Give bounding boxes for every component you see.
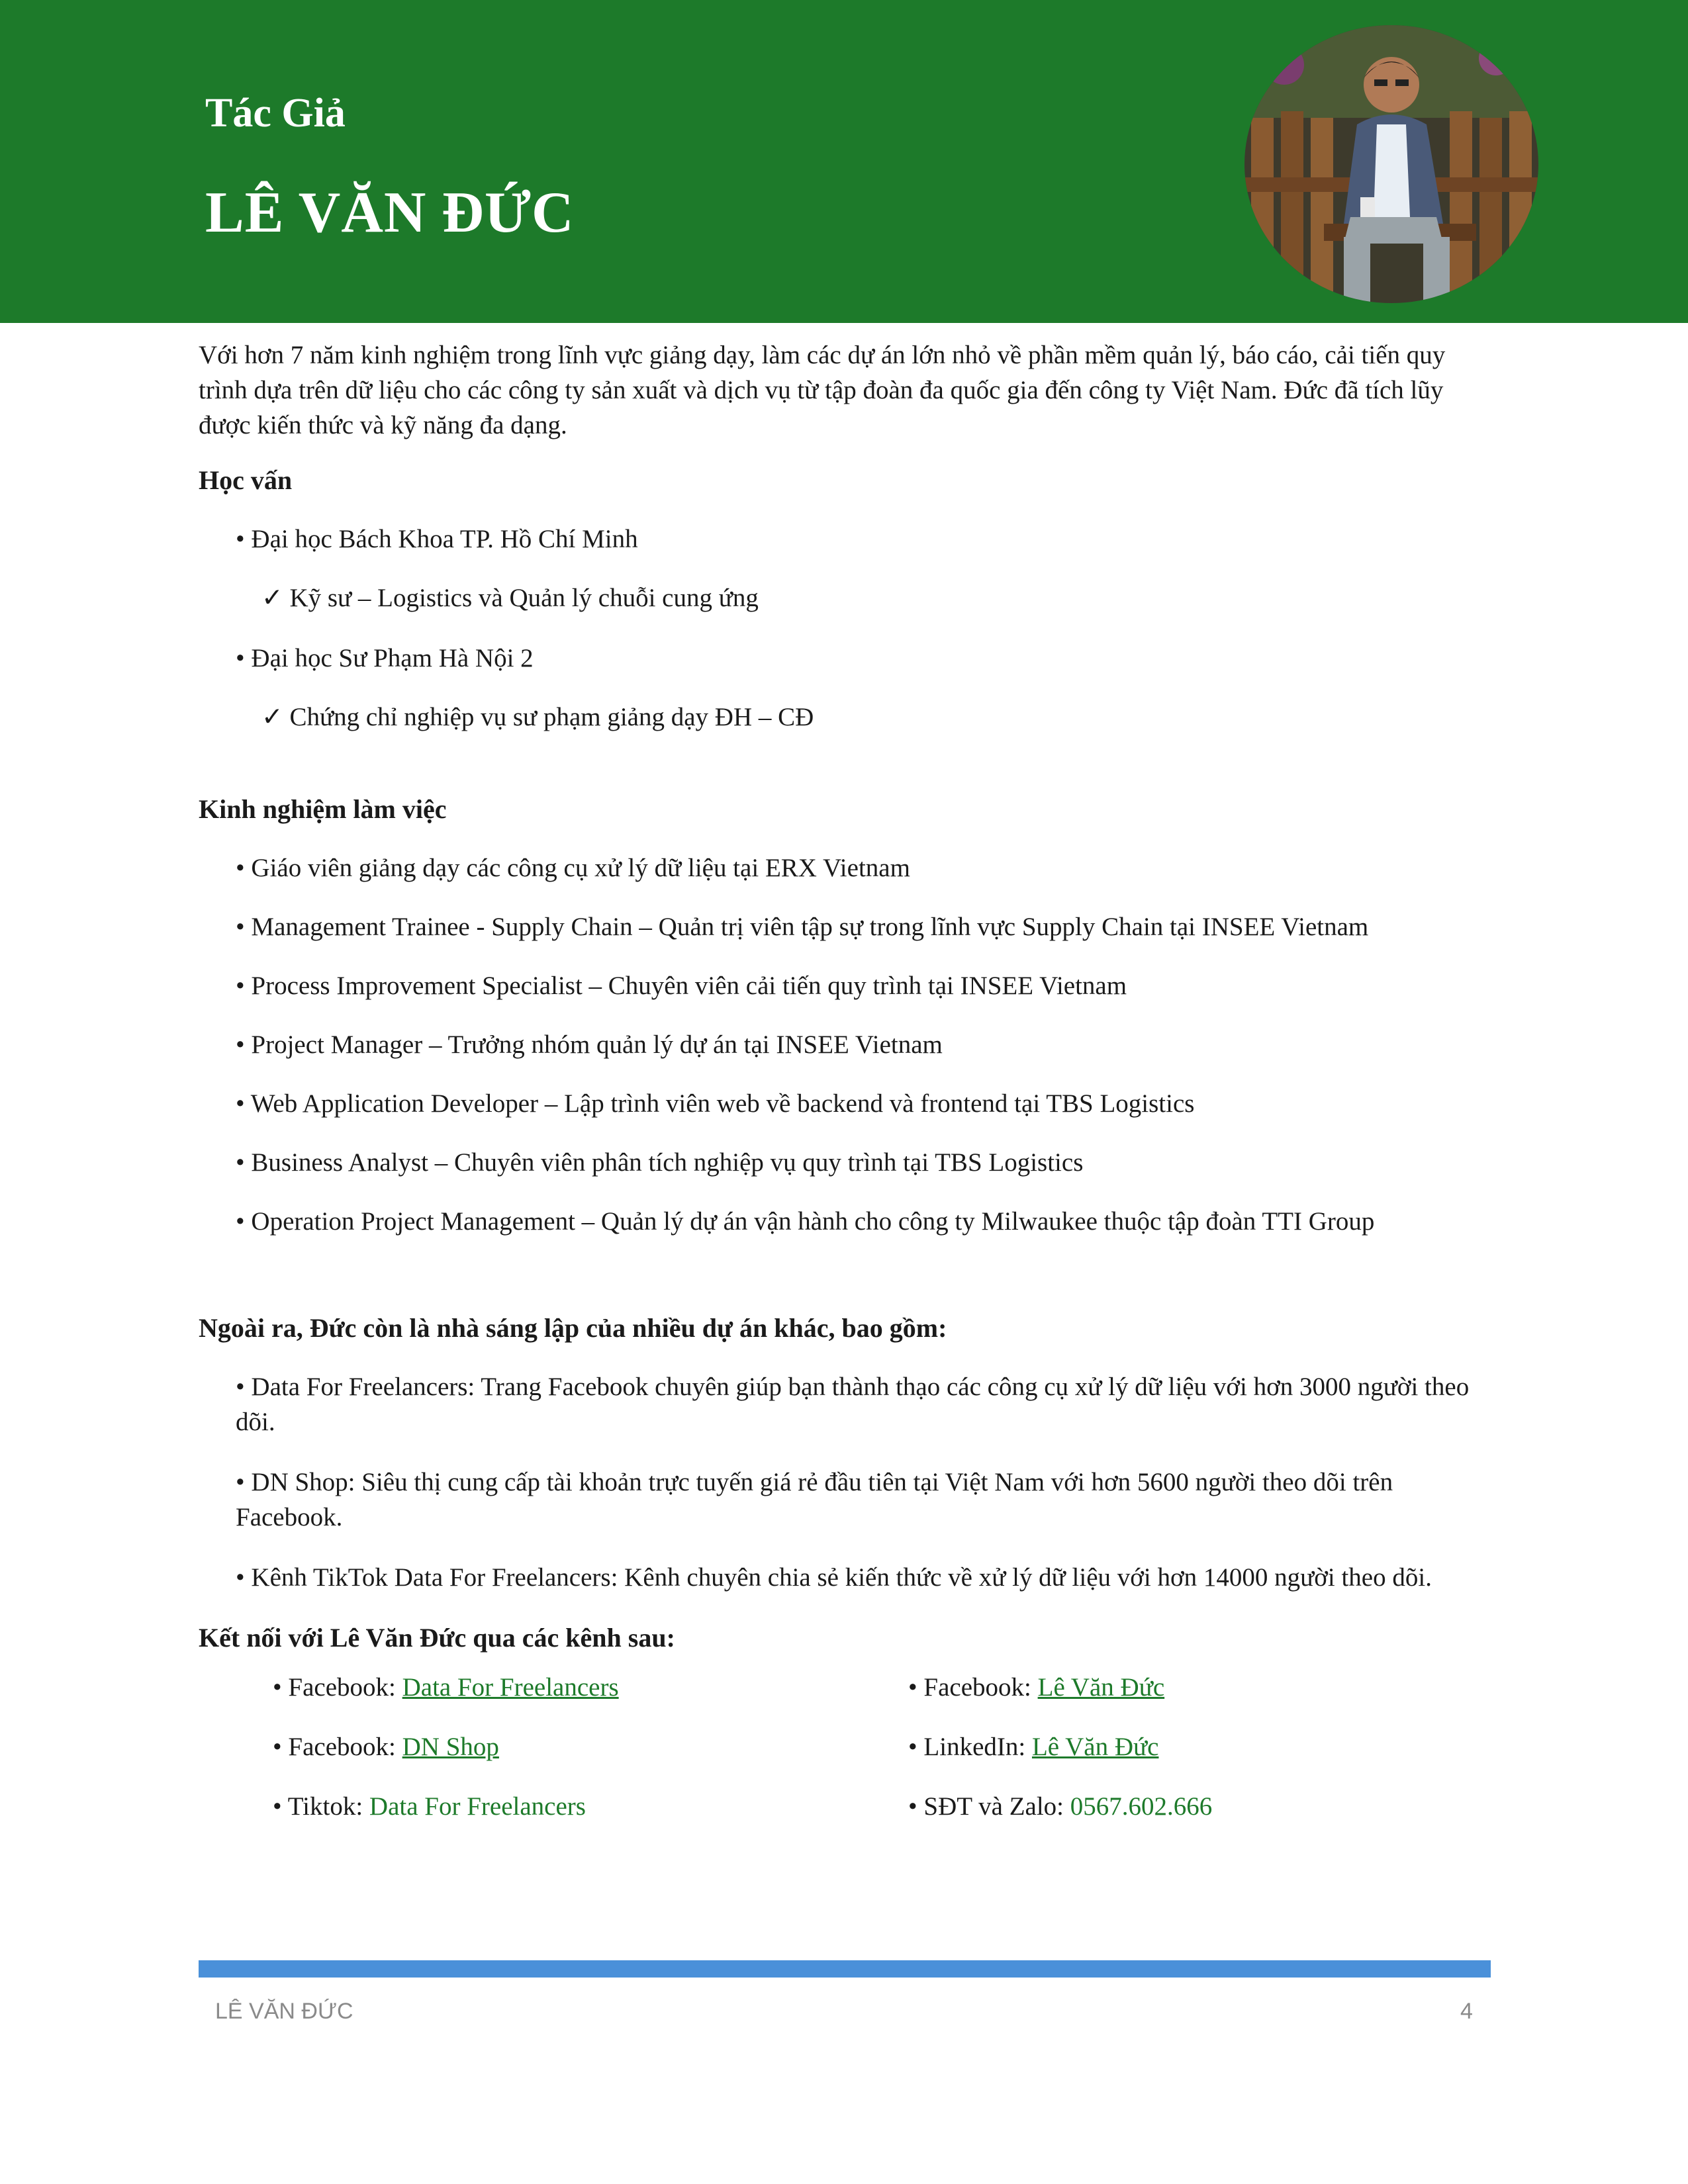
connect-item-facebook-personal bbox=[908, 1670, 1504, 1705]
connect-item-facebook-dff bbox=[273, 1670, 908, 1705]
experience-list bbox=[199, 850, 1496, 1239]
education-list bbox=[199, 522, 1496, 735]
connect-grid bbox=[273, 1670, 1496, 1824]
project-item: • DN Shop: Siêu thị cung cấp tài khoản trực tuyến giá rẻ đầu tiên tại Việt Nam với hơn 5600 người theo dõi trên Facebook. bbox=[236, 1465, 1493, 1535]
projects-heading: Ngoài ra, Đức còn là nhà sáng lập của nhiều dự án khác, bao gồm: bbox=[199, 1313, 947, 1343]
connect-label: Tiktok: bbox=[287, 1792, 369, 1821]
facebook-le-van-duc-link[interactable]: Lê Văn Đức bbox=[1037, 1673, 1165, 1702]
experience-item: • Process Improvement Specialist – Chuyên viên cải tiến quy trình tại INSEE Vietnam bbox=[236, 968, 1496, 1003]
author-photo bbox=[1244, 25, 1538, 303]
intro-paragraph: Với hơn 7 năm kinh nghiệm trong lĩnh vực giảng dạy, làm các dự án lớn nhỏ về phần mềm quản lý, báo cáo, cải tiến quy trình dựa trên dữ liệu cho các công ty sản xuất và dịch vụ từ tập đoàn đa quốc gia đến công ty Việt Nam. Đức đã tích lũy được kiến thức và kỹ năng đa dạng. bbox=[199, 341, 1446, 439]
connect-label: Facebook: bbox=[923, 1673, 1038, 1702]
page-number: 4 bbox=[1460, 1999, 1473, 2024]
connect-item-linkedin bbox=[908, 1729, 1504, 1764]
education-institution: • Đại học Sư Phạm Hà Nội 2 bbox=[236, 641, 1496, 676]
main-content bbox=[199, 338, 1496, 1824]
header-banner bbox=[0, 0, 1688, 323]
connect-item-tiktok bbox=[273, 1789, 908, 1824]
connect-item-facebook-dnshop bbox=[273, 1729, 908, 1764]
projects-list bbox=[199, 1369, 1496, 1595]
connect-label: LinkedIn: bbox=[923, 1733, 1032, 1761]
linkedin-le-van-duc-link[interactable]: Lê Văn Đức bbox=[1031, 1733, 1159, 1761]
project-item: • Data For Freelancers: Trang Facebook chuyên giúp bạn thành thạo các công cụ xử lý dữ liệu với hơn 3000 người theo dõi. bbox=[236, 1369, 1493, 1439]
footer-divider bbox=[199, 1960, 1491, 1978]
facebook-dn-shop-link[interactable]: DN Shop bbox=[402, 1733, 499, 1761]
experience-item: • Business Analyst – Chuyên viên phân tích nghiệp vụ quy trình tại TBS Logistics bbox=[236, 1145, 1496, 1180]
connect-label: Facebook: bbox=[288, 1733, 402, 1761]
tiktok-data-for-freelancers: Data For Freelancers bbox=[369, 1792, 586, 1821]
connect-heading: Kết nối với Lê Văn Đức qua các kênh sau: bbox=[199, 1623, 675, 1653]
author-name: LÊ VĂN ĐỨC bbox=[205, 181, 575, 245]
experience-item: • Project Manager – Trưởng nhóm quản lý dự án tại INSEE Vietnam bbox=[236, 1027, 1496, 1062]
connect-item-phone bbox=[908, 1789, 1504, 1824]
experience-item: • Web Application Developer – Lập trình viên web về backend và frontend tại TBS Logistics bbox=[236, 1086, 1496, 1121]
connect-label: Facebook: bbox=[288, 1673, 402, 1702]
header-label: Tác Giả bbox=[205, 91, 346, 136]
experience-item: • Management Trainee - Supply Chain – Quản trị viên tập sự trong lĩnh vực Supply Chain tại INSEE Vietnam bbox=[236, 909, 1496, 944]
facebook-data-for-freelancers-link[interactable]: Data For Freelancers bbox=[402, 1673, 619, 1702]
experience-item: • Operation Project Management – Quản lý dự án vận hành cho công ty Milwaukee thuộc tập đoàn TTI Group bbox=[236, 1204, 1496, 1239]
education-detail: ✓ Chứng chỉ nghiệp vụ sư phạm giảng dạy ĐH – CĐ bbox=[261, 700, 1496, 735]
experience-item: • Giáo viên giảng dạy các công cụ xử lý dữ liệu tại ERX Vietnam bbox=[236, 850, 1496, 886]
experience-heading: Kinh nghiệm làm việc bbox=[199, 794, 447, 824]
phone-number: 0567.602.666 bbox=[1070, 1792, 1213, 1821]
education-detail: ✓ Kỹ sư – Logistics và Quản lý chuỗi cung ứng bbox=[261, 580, 1496, 615]
footer-author-name: LÊ VĂN ĐỨC bbox=[215, 1999, 353, 2024]
project-item: • Kênh TikTok Data For Freelancers: Kênh chuyên chia sẻ kiến thức về xử lý dữ liệu với hơn 14000 người theo dõi. bbox=[236, 1560, 1493, 1595]
education-institution: • Đại học Bách Khoa TP. Hồ Chí Minh bbox=[236, 522, 1496, 557]
author-photo-icon bbox=[1244, 25, 1538, 303]
connect-label: SĐT và Zalo: bbox=[923, 1792, 1070, 1821]
education-heading: Học vấn bbox=[199, 465, 293, 495]
